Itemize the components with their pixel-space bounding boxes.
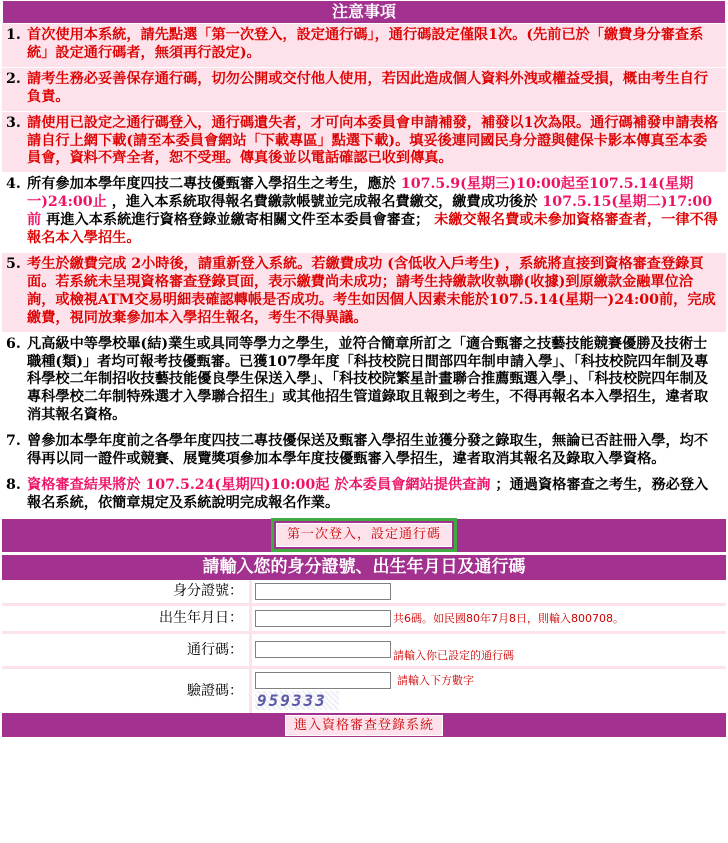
notice-text-segment: 考生於繳費完成 2小時後，請重新登入系統。若繳費成功 (含低收入戶考生) ，系統將直接到資格審查登錄頁面。若系統未呈現資格審查登錄頁面，表示繳費尚未成功；請考生持繳款收執聯(收據)到原繳款金融單位洽詢，或檢視ATM交易明細表確認轉帳是否成功。考生如因個人因素未能於107.5.14(星期一)24:00前，完成繳費，視同放棄參加本入學招生報名，考生不得異議。 (27, 255, 716, 326)
notice-text-segment: 首次使用本系統，請先點選「第一次登入，設定通行碼」，通行碼設定僅限1次。(先前已於「繳費身分審查系統」設定通行碼者，無須再行設定)。 (27, 27, 704, 61)
login-page (2, 0, 726, 737)
id-row (2, 580, 726, 606)
notice-number: 3. (6, 114, 21, 131)
notice-item (2, 24, 726, 68)
notice-list (2, 24, 726, 518)
notice-item (2, 474, 726, 518)
captcha-row (2, 669, 726, 713)
notice-text (27, 176, 720, 248)
birth-hint: 共6碼。如民國80年7月8日，則輸入800708。 (393, 612, 624, 626)
notice-number: 2. (6, 70, 21, 87)
notice-text-segment: 未繳交報名費或未參加資格審查者，一律不得報名本入學招生。 (27, 212, 718, 247)
notice-title: 注意事項 (2, 0, 726, 24)
captcha-label: 驗證碼： (2, 669, 252, 713)
password-hint: 請輸入你已設定的通行碼 (393, 648, 514, 662)
notice-text-segment: 所有參加本學年度四技二專技優甄審入學招生之考生，應於 (27, 176, 401, 193)
notice-text-segment: 曾參加本學年度前之各學年度四技二專技優保送及甄審入學招生並獲分發之錄取生，無論已否註冊入學，均不得再以同一證件或競賽、展覽獎項參加本學年度技優甄審入學招生，違者取消其報名及錄取入學資格。 (27, 433, 709, 468)
notice-number: 4. (6, 176, 21, 193)
birth-label: 出生年月日： (2, 606, 252, 631)
notice-text-segment: 再進入本系統進行資格登錄並繳寄相關文件至本委員會審查； (41, 212, 435, 229)
first-login-row (2, 518, 726, 552)
captcha-hint: 請輸入下方數字 (397, 673, 474, 687)
notice-item (2, 253, 726, 333)
id-input[interactable] (255, 583, 391, 600)
notice-number: 5. (6, 255, 21, 272)
first-login-button[interactable]: 第一次登入，設定通行碼 (276, 523, 452, 547)
form-title: 請輸入您的身分證號、出生年月日及通行碼 (2, 552, 726, 580)
notice-text (27, 433, 720, 469)
notice-number: 7. (6, 433, 21, 450)
id-label: 身分證號： (2, 580, 252, 603)
notice-text (27, 71, 720, 107)
notice-text-segment: ；通過資格審查之考生，務必登入報名系統，依簡章規定及系統說明完成報名作業。 (27, 476, 709, 511)
notice-text-segment: 凡高級中等學校畢(結)業生或具同等學力之學生，並符合簡章所訂之「適合甄審之技藝技能競賽優勝及技術士職種(類)」者均可報考技優甄審。已獲107學年度「科技校院日間部四年制申請入學」、「科技校院四年制及專科學校二年制招收技藝技能優良學生保送入學」、「科技校院繁星計畫聯合推薦甄選入學」、「科技校院四年制及專科學校二年制特殊選才入學聯合招生」或其他招生管道錄取且報到之考生，不得再報名本入學招生，違者取消其報名資格。 (27, 335, 709, 424)
password-input[interactable] (255, 641, 391, 658)
notice-text (27, 256, 720, 328)
enter-system-button[interactable]: 進入資格審查登錄系統 (285, 715, 443, 736)
notice-text-segment: 107.5.15(星期二)17:00前 (27, 194, 713, 229)
notice-text-segment: 107.5.9(星期三)10:00起至107.5.14(星期一)24:00止 (27, 176, 694, 211)
notice-text (27, 477, 720, 513)
notice-item (2, 430, 726, 474)
notice-text-segment: 請考生務必妥善保存通行碼，切勿公開或交付他人使用，若因此造成個人資料外洩或權益受損，概由考生自行負責。 (27, 70, 709, 105)
notice-number: 6. (6, 335, 21, 352)
password-row (2, 634, 726, 669)
notice-text (27, 336, 720, 426)
notice-text (27, 115, 720, 169)
birth-input[interactable] (255, 610, 391, 627)
notice-item (2, 68, 726, 112)
enter-row (2, 713, 726, 737)
captcha-input[interactable] (255, 672, 391, 689)
notice-number: 1. (6, 27, 21, 43)
notice-number: 8. (6, 476, 21, 493)
first-login-highlight (271, 518, 457, 552)
captcha-image: 959333 (255, 691, 339, 710)
notice-item (2, 173, 726, 253)
notice-text-segment: ，進入本系統取得報名費繳款帳號並完成報名費繳交，繳費成功後於 (106, 194, 543, 211)
notice-text-segment: 資格審查結果將於 107.5.24(星期四)10:00起 於本委員會網站提供查詢 (27, 476, 491, 493)
notice-item (2, 112, 726, 174)
notice-item (2, 333, 726, 431)
notice-text (27, 27, 720, 63)
birth-row (2, 606, 726, 634)
notice-text-segment: 請使用已設定之通行碼登入，通行碼遺失者，才可向本委員會申請補發，補發以1次為限。通行碼補發申請表格請自行上網下載(請至本委員會網站「下載專區」點選下載)。填妥後連同國民身分證與健保卡影本傳真至本委員會，資料不齊全者，恕不受理。傳真後並以電話確認已收到傳真。 (27, 114, 718, 167)
password-label: 通行碼： (2, 634, 252, 666)
